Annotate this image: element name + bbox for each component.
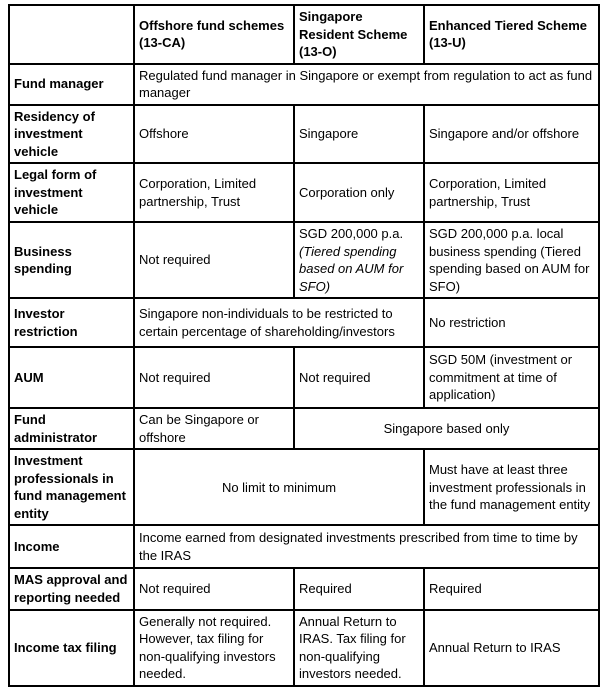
row-income-tax-filing	[9, 610, 599, 686]
cell-investment-professionals-13u: Must have at least three investment professionals in the fund management entity	[424, 449, 599, 525]
business-spending-13o-amount: SGD 200,000 p.a.	[299, 226, 404, 242]
corner-cell	[9, 5, 134, 64]
header-row	[9, 5, 599, 64]
row-label-legal-form: Legal form of investment vehicle	[9, 163, 134, 222]
row-label-aum: AUM	[9, 347, 134, 408]
cell-mas-approval-13o: Required	[294, 568, 424, 609]
cell-business-spending-13ca: Not required	[134, 222, 294, 298]
cell-investment-professionals-13ca-13o: No limit to minimum	[134, 449, 424, 525]
cell-legal-form-13o: Corporation only	[294, 163, 424, 222]
business-spending-13o-note: (Tiered spending based on AUM for SFO)	[299, 243, 404, 294]
cell-business-spending-13u: SGD 200,000 p.a. local business spending (Tiered spending based on AUM for SFO)	[424, 222, 599, 298]
row-mas-approval	[9, 568, 599, 609]
cell-fund-administrator-13o-13u: Singapore based only	[294, 408, 599, 449]
cell-income-all: Income earned from designated investments prescribed from time to time by the IRAS	[134, 525, 599, 568]
row-income	[9, 525, 599, 568]
row-legal-form	[9, 163, 599, 222]
column-header-13ca: Offshore fund schemes (13-CA)	[134, 5, 294, 64]
cell-business-spending-13o	[294, 222, 424, 298]
cell-mas-approval-13ca: Not required	[134, 568, 294, 609]
cell-residency-13o: Singapore	[294, 105, 424, 164]
row-label-fund-administrator: Fund administrator	[9, 408, 134, 449]
row-business-spending	[9, 222, 599, 298]
cell-residency-13ca: Offshore	[134, 105, 294, 164]
row-label-fund-manager: Fund manager	[9, 64, 134, 105]
cell-aum-13ca: Not required	[134, 347, 294, 408]
row-residency	[9, 105, 599, 164]
cell-aum-13u: SGD 50M (investment or commitment at time of application)	[424, 347, 599, 408]
row-fund-administrator	[9, 408, 599, 449]
row-label-investor-restriction: Investor restriction	[9, 298, 134, 347]
column-header-13o: Singapore Resident Scheme (13-O)	[294, 5, 424, 64]
row-label-income: Income	[9, 525, 134, 568]
row-label-income-tax-filing: Income tax filing	[9, 610, 134, 686]
row-label-investment-professionals: Investment professionals in fund management entity	[9, 449, 134, 525]
cell-mas-approval-13u: Required	[424, 568, 599, 609]
cell-fund-manager-all: Regulated fund manager in Singapore or exempt from regulation to act as fund manager	[134, 64, 599, 105]
cell-residency-13u: Singapore and/or offshore	[424, 105, 599, 164]
column-header-13u: Enhanced Tiered Scheme (13-U)	[424, 5, 599, 64]
row-fund-manager	[9, 64, 599, 105]
row-investor-restriction	[9, 298, 599, 347]
cell-investor-restriction-13ca-13o: Singapore non-individuals to be restricted to certain percentage of shareholding/investors	[134, 298, 424, 347]
cell-legal-form-13u: Corporation, Limited partnership, Trust	[424, 163, 599, 222]
cell-aum-13o: Not required	[294, 347, 424, 408]
cell-legal-form-13ca: Corporation, Limited partnership, Trust	[134, 163, 294, 222]
cell-income-tax-filing-13o: Annual Return to IRAS. Tax filing for non-qualifying investors needed.	[294, 610, 424, 686]
row-investment-professionals	[9, 449, 599, 525]
row-aum	[9, 347, 599, 408]
cell-fund-administrator-13ca: Can be Singapore or offshore	[134, 408, 294, 449]
cell-income-tax-filing-13ca: Generally not required. However, tax filing for non-qualifying investors needed.	[134, 610, 294, 686]
row-label-residency: Residency of investment vehicle	[9, 105, 134, 164]
fund-schemes-comparison-table	[8, 4, 600, 687]
cell-investor-restriction-13u: No restriction	[424, 298, 599, 347]
row-label-business-spending: Business spending	[9, 222, 134, 298]
row-label-mas-approval: MAS approval and reporting needed	[9, 568, 134, 609]
cell-income-tax-filing-13u: Annual Return to IRAS	[424, 610, 599, 686]
